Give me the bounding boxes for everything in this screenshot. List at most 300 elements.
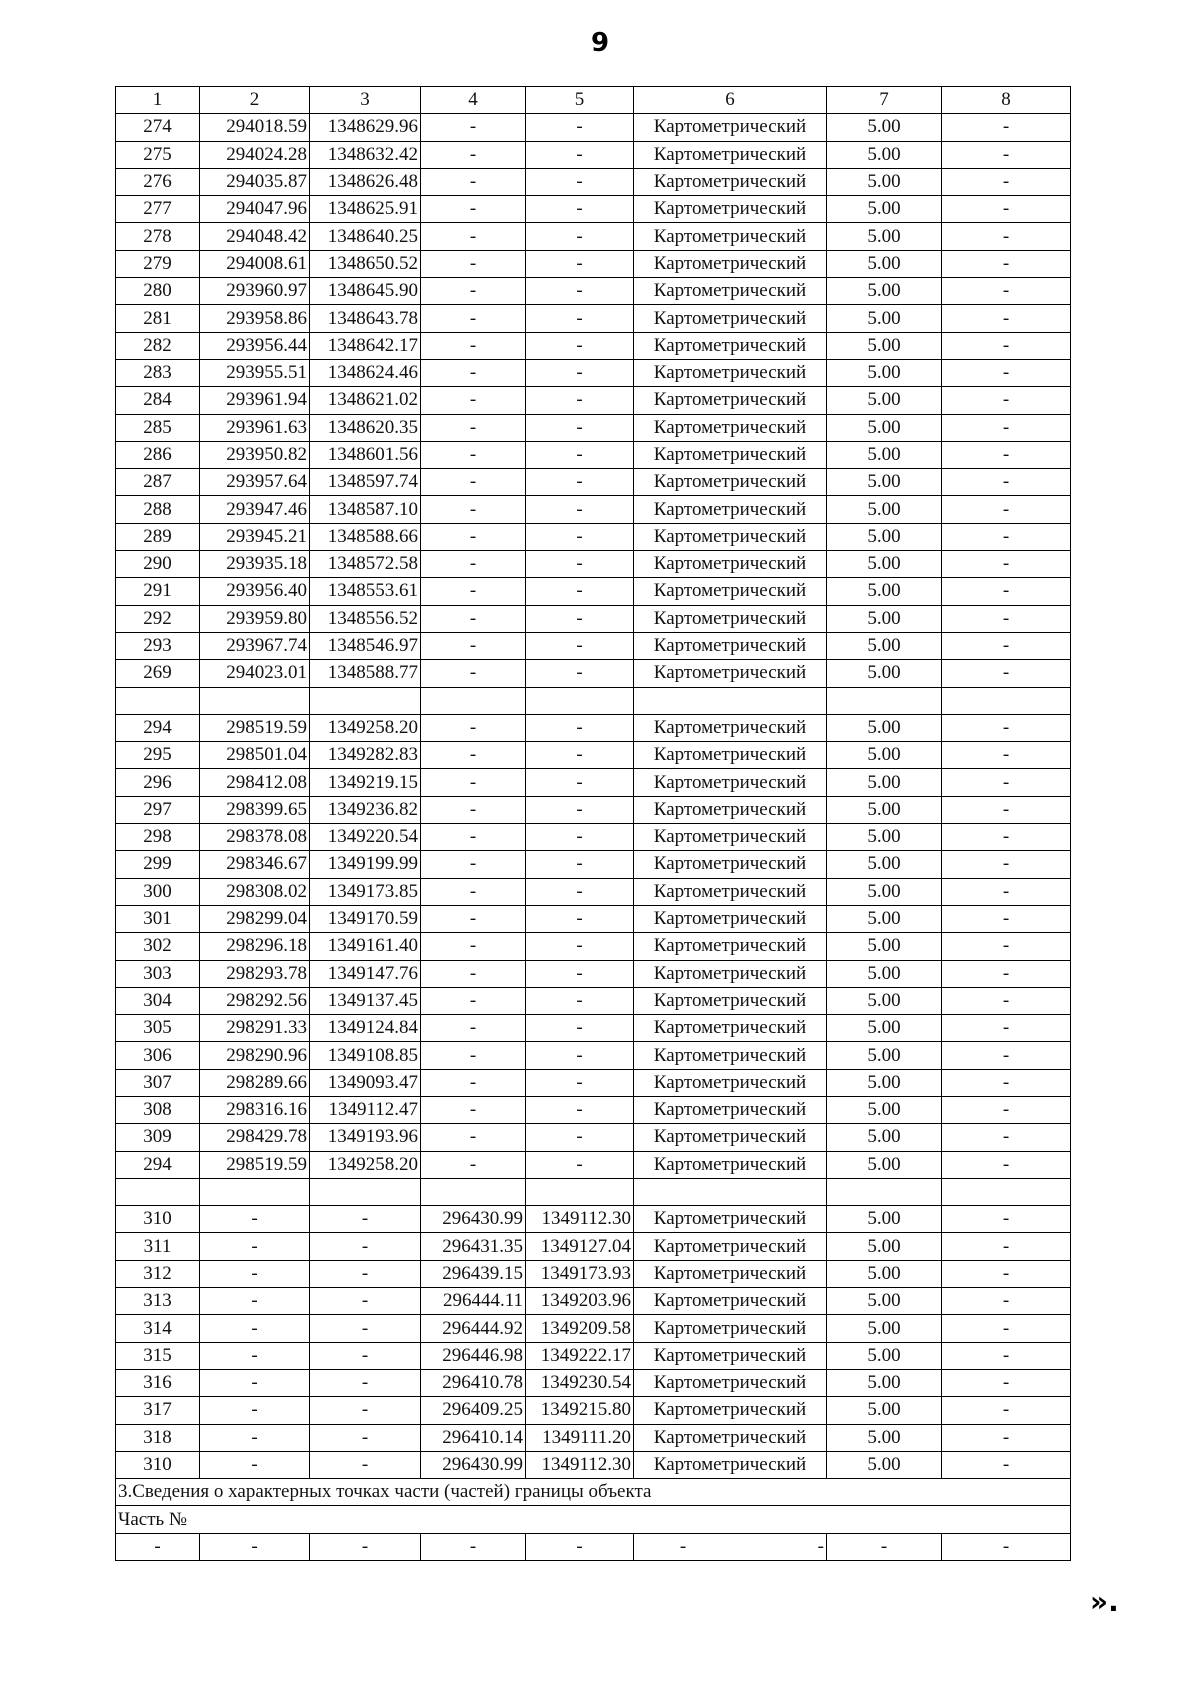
dash-value: - — [817, 1535, 824, 1557]
table-cell: 5.00 — [827, 278, 942, 305]
table-cell: - — [421, 1533, 526, 1560]
table-row — [116, 414, 1071, 441]
table-cell: - — [942, 714, 1071, 741]
table-cell: - — [942, 441, 1071, 468]
table-cell: - — [942, 851, 1071, 878]
table-cell: Картометрический — [634, 1069, 827, 1096]
table-row — [116, 469, 1071, 496]
table-cell: 279 — [116, 250, 200, 277]
table-row — [116, 769, 1071, 796]
table-cell — [310, 687, 421, 714]
table-cell: 278 — [116, 223, 200, 250]
table-cell — [421, 687, 526, 714]
table-cell: 297 — [116, 796, 200, 823]
table-cell: 298308.02 — [200, 878, 310, 905]
table-cell: Картометрический — [634, 878, 827, 905]
table-cell: 300 — [116, 878, 200, 905]
table-cell: 293950.82 — [200, 441, 310, 468]
table-cell: - — [942, 1069, 1071, 1096]
table-cell: 298501.04 — [200, 742, 310, 769]
table-cell: 283 — [116, 359, 200, 386]
table-cell: - — [526, 742, 634, 769]
table-cell: - — [421, 742, 526, 769]
table-cell: 284 — [116, 387, 200, 414]
boundary-points-table — [115, 86, 1071, 1561]
table-cell: 288 — [116, 496, 200, 523]
table-cell: - — [942, 250, 1071, 277]
table-cell: - — [942, 359, 1071, 386]
table-cell: 5.00 — [827, 851, 942, 878]
table-cell: - — [421, 141, 526, 168]
table-cell: 5.00 — [827, 359, 942, 386]
table-cell: - — [942, 1342, 1071, 1369]
table-cell: Картометрический — [634, 742, 827, 769]
table-row — [116, 551, 1071, 578]
table-cell: 276 — [116, 168, 200, 195]
header-row — [116, 87, 1071, 114]
table-cell: - — [942, 168, 1071, 195]
table-cell: - — [421, 469, 526, 496]
table-cell: 1349230.54 — [526, 1369, 634, 1396]
table-cell: 1349199.99 — [310, 851, 421, 878]
table-cell: 1349111.20 — [526, 1424, 634, 1451]
table-cell: 298519.59 — [200, 1151, 310, 1178]
table-cell: - — [526, 496, 634, 523]
table-cell: - — [421, 223, 526, 250]
table-cell: - — [942, 769, 1071, 796]
table-cell: - — [526, 960, 634, 987]
table-cell: 5.00 — [827, 168, 942, 195]
table-cell: - — [421, 796, 526, 823]
table-cell: Картометрический — [634, 441, 827, 468]
table-cell: 5.00 — [827, 1397, 942, 1424]
table-cell: 318 — [116, 1424, 200, 1451]
table-cell: 293957.64 — [200, 469, 310, 496]
table-cell: Картометрический — [634, 359, 827, 386]
table-cell: 298290.96 — [200, 1042, 310, 1069]
table-cell: 307 — [116, 1069, 200, 1096]
table-cell: 1349203.96 — [526, 1288, 634, 1315]
table-cell: 293 — [116, 632, 200, 659]
table-cell: 298299.04 — [200, 905, 310, 932]
table-cell: - — [421, 441, 526, 468]
table-cell: 306 — [116, 1042, 200, 1069]
table-cell: - — [526, 332, 634, 359]
table-cell: - — [942, 278, 1071, 305]
table-row — [116, 796, 1071, 823]
table-row — [116, 196, 1071, 223]
table-cell — [526, 687, 634, 714]
table-cell: 298316.16 — [200, 1096, 310, 1123]
table-cell: 1349258.20 — [310, 714, 421, 741]
table-cell: Картометрический — [634, 223, 827, 250]
dash-value: - — [679, 1535, 687, 1557]
table-cell: - — [942, 1260, 1071, 1287]
table-cell: - — [200, 1206, 310, 1233]
table-cell — [200, 1178, 310, 1205]
table-cell: - — [942, 414, 1071, 441]
table-cell: - — [942, 332, 1071, 359]
table-cell: 280 — [116, 278, 200, 305]
table-cell: 5.00 — [827, 223, 942, 250]
table-row — [116, 1069, 1071, 1096]
table-cell — [634, 1533, 827, 1560]
table-cell: 5.00 — [827, 1124, 942, 1151]
table-cell: 1348645.90 — [310, 278, 421, 305]
table-cell: 298378.08 — [200, 824, 310, 851]
table-row — [116, 987, 1071, 1014]
table-row — [116, 278, 1071, 305]
table-row — [116, 742, 1071, 769]
table-cell: 1349112.30 — [526, 1451, 634, 1478]
table-cell: - — [421, 1151, 526, 1178]
table-row — [116, 1315, 1071, 1342]
table-cell: - — [942, 905, 1071, 932]
table-cell: Картометрический — [634, 469, 827, 496]
table-cell: - — [200, 1369, 310, 1396]
header-cell: 7 — [827, 87, 942, 114]
table-cell: - — [421, 523, 526, 550]
table-cell: 5.00 — [827, 578, 942, 605]
table-cell: 1349093.47 — [310, 1069, 421, 1096]
table-cell: 1348587.10 — [310, 496, 421, 523]
table-cell: - — [421, 114, 526, 141]
table-cell: 294047.96 — [200, 196, 310, 223]
table-cell: 310 — [116, 1206, 200, 1233]
table-cell: 5.00 — [827, 523, 942, 550]
table-cell: 298399.65 — [200, 796, 310, 823]
table-cell: Картометрический — [634, 332, 827, 359]
table-cell: - — [827, 1533, 942, 1560]
table-cell: Картометрический — [634, 1451, 827, 1478]
table-cell: 1349222.17 — [526, 1342, 634, 1369]
table-cell: - — [310, 1315, 421, 1342]
table-cell: Картометрический — [634, 851, 827, 878]
table-row — [116, 960, 1071, 987]
table-cell: 5.00 — [827, 1015, 942, 1042]
table-cell: 1349161.40 — [310, 933, 421, 960]
table-cell: - — [942, 933, 1071, 960]
table-cell: - — [942, 1096, 1071, 1123]
table-cell: 1348625.91 — [310, 196, 421, 223]
table-cell: 286 — [116, 441, 200, 468]
table-cell: 282 — [116, 332, 200, 359]
table-cell: - — [421, 1096, 526, 1123]
table-cell: 294008.61 — [200, 250, 310, 277]
table-cell: - — [526, 1069, 634, 1096]
table-cell: - — [421, 769, 526, 796]
table-row — [116, 1260, 1071, 1287]
table-cell: - — [310, 1233, 421, 1260]
table-cell: - — [421, 551, 526, 578]
table-cell: 5.00 — [827, 905, 942, 932]
table-cell: - — [310, 1342, 421, 1369]
table-cell: 5.00 — [827, 469, 942, 496]
table-cell: - — [421, 414, 526, 441]
table-cell: - — [421, 632, 526, 659]
table-cell: 1349193.96 — [310, 1124, 421, 1151]
table-cell: Картометрический — [634, 1233, 827, 1260]
table-cell: - — [942, 632, 1071, 659]
header-cell: 5 — [526, 87, 634, 114]
table-cell: 5.00 — [827, 878, 942, 905]
table-cell: Картометрический — [634, 605, 827, 632]
table-cell: 293945.21 — [200, 523, 310, 550]
table-cell: - — [526, 359, 634, 386]
table-cell: 316 — [116, 1369, 200, 1396]
table-cell: 293961.94 — [200, 387, 310, 414]
table-cell — [421, 1178, 526, 1205]
table-cell: Картометрический — [634, 824, 827, 851]
table-cell: - — [526, 1124, 634, 1151]
table-cell: - — [200, 1288, 310, 1315]
table-cell: 1348546.97 — [310, 632, 421, 659]
table-cell: - — [526, 278, 634, 305]
table-cell: 296410.78 — [421, 1369, 526, 1396]
table-cell: Картометрический — [634, 1260, 827, 1287]
table-cell: - — [942, 1124, 1071, 1151]
table-cell: 1348601.56 — [310, 441, 421, 468]
table-cell: 5.00 — [827, 960, 942, 987]
table-cell: Картометрический — [634, 1315, 827, 1342]
table-cell: 5.00 — [827, 414, 942, 441]
table-cell: Картометрический — [634, 114, 827, 141]
table-cell: Картометрический — [634, 1151, 827, 1178]
table-cell: 293958.86 — [200, 305, 310, 332]
table-cell: Картометрический — [634, 496, 827, 523]
table-cell: 292 — [116, 605, 200, 632]
table-cell: - — [526, 196, 634, 223]
table-row — [116, 305, 1071, 332]
table-cell: - — [526, 168, 634, 195]
table-cell: 296410.14 — [421, 1424, 526, 1451]
table-cell: 1349137.45 — [310, 987, 421, 1014]
table-cell: 295 — [116, 742, 200, 769]
table-cell: Картометрический — [634, 960, 827, 987]
table-row — [116, 1042, 1071, 1069]
table-cell: 5.00 — [827, 742, 942, 769]
table-row — [116, 578, 1071, 605]
header-cell: 2 — [200, 87, 310, 114]
table-cell: 5.00 — [827, 1069, 942, 1096]
table-cell: 298412.08 — [200, 769, 310, 796]
table-cell: - — [116, 1533, 200, 1560]
table-cell: - — [421, 578, 526, 605]
table-cell: - — [421, 714, 526, 741]
table-row — [116, 632, 1071, 659]
table-cell: 294023.01 — [200, 660, 310, 687]
part-label-row — [116, 1506, 1071, 1533]
table-cell: - — [200, 1315, 310, 1342]
table-cell: 314 — [116, 1315, 200, 1342]
table-cell: - — [310, 1288, 421, 1315]
table-cell: 5.00 — [827, 196, 942, 223]
table-cell: Картометрический — [634, 796, 827, 823]
table-cell: Картометрический — [634, 1424, 827, 1451]
table-cell: - — [942, 223, 1071, 250]
table-cell: - — [942, 824, 1071, 851]
table-cell: 298429.78 — [200, 1124, 310, 1151]
table-cell: - — [421, 960, 526, 987]
table-cell: 303 — [116, 960, 200, 987]
table-cell: 304 — [116, 987, 200, 1014]
table-cell: - — [942, 1151, 1071, 1178]
table-cell: 293956.44 — [200, 332, 310, 359]
table-cell: - — [526, 851, 634, 878]
table-cell: - — [310, 1206, 421, 1233]
table-row — [116, 1424, 1071, 1451]
table-cell: 312 — [116, 1260, 200, 1287]
table-cell: Картометрический — [634, 1342, 827, 1369]
table-cell: - — [526, 632, 634, 659]
table-cell: 5.00 — [827, 1206, 942, 1233]
table-cell: 298519.59 — [200, 714, 310, 741]
table-cell: 301 — [116, 905, 200, 932]
table-row — [116, 359, 1071, 386]
table-cell: Картометрический — [634, 141, 827, 168]
table-cell: 1349108.85 — [310, 1042, 421, 1069]
table-cell: - — [421, 1042, 526, 1069]
table-cell: - — [526, 305, 634, 332]
table-cell: 5.00 — [827, 250, 942, 277]
table-cell: 310 — [116, 1451, 200, 1478]
table-cell: 294035.87 — [200, 168, 310, 195]
table-cell: 1349124.84 — [310, 1015, 421, 1042]
table-cell: 1348588.77 — [310, 660, 421, 687]
table-cell: 1349170.59 — [310, 905, 421, 932]
table-cell: - — [421, 605, 526, 632]
table-cell: 293935.18 — [200, 551, 310, 578]
table-cell: Картометрический — [634, 1124, 827, 1151]
table-cell: 293955.51 — [200, 359, 310, 386]
table-cell: Картометрический — [634, 196, 827, 223]
table-cell: 1349236.82 — [310, 796, 421, 823]
table-cell: Картометрический — [634, 933, 827, 960]
table-cell: 296444.92 — [421, 1315, 526, 1342]
table-cell: 5.00 — [827, 824, 942, 851]
table-cell: 1349112.47 — [310, 1096, 421, 1123]
table-cell: - — [421, 1124, 526, 1151]
table-cell: 294018.59 — [200, 114, 310, 141]
table-cell: - — [942, 551, 1071, 578]
table-row — [116, 141, 1071, 168]
table-cell: 1349112.30 — [526, 1206, 634, 1233]
table-cell: - — [421, 387, 526, 414]
table-cell: Картометрический — [634, 168, 827, 195]
section-title-row — [116, 1479, 1071, 1506]
table-cell: - — [421, 878, 526, 905]
table-cell: 299 — [116, 851, 200, 878]
table-cell: 293959.80 — [200, 605, 310, 632]
table-row — [116, 1288, 1071, 1315]
table-row — [116, 1124, 1071, 1151]
table-cell: 5.00 — [827, 332, 942, 359]
table-cell: 5.00 — [827, 769, 942, 796]
table-cell: 5.00 — [827, 1096, 942, 1123]
table-cell: Картометрический — [634, 987, 827, 1014]
table-cell: - — [526, 414, 634, 441]
table-cell: - — [310, 1533, 421, 1560]
table-cell: - — [526, 469, 634, 496]
table-cell: - — [526, 250, 634, 277]
table-cell: Картометрический — [634, 1369, 827, 1396]
table-cell: 5.00 — [827, 1451, 942, 1478]
table-cell: 298296.18 — [200, 933, 310, 960]
table-cell: - — [526, 1151, 634, 1178]
table-cell: - — [421, 332, 526, 359]
table-cell: - — [421, 359, 526, 386]
table-row — [116, 332, 1071, 359]
table-cell: - — [200, 1533, 310, 1560]
table-cell: 311 — [116, 1233, 200, 1260]
table-cell: 1348621.02 — [310, 387, 421, 414]
table-cell: 5.00 — [827, 1424, 942, 1451]
table-cell: - — [526, 223, 634, 250]
table-cell: - — [942, 387, 1071, 414]
table-row — [116, 496, 1071, 523]
table-cell: - — [200, 1424, 310, 1451]
table-cell: - — [526, 714, 634, 741]
table-cell: - — [942, 878, 1071, 905]
table-cell: 1348629.96 — [310, 114, 421, 141]
table-row — [116, 714, 1071, 741]
table-row — [116, 605, 1071, 632]
table-cell: - — [942, 1206, 1071, 1233]
table-cell: 293967.74 — [200, 632, 310, 659]
table-row — [116, 1342, 1071, 1369]
table-cell: 298293.78 — [200, 960, 310, 987]
table-row — [116, 851, 1071, 878]
table-cell: 5.00 — [827, 551, 942, 578]
table-cell: 5.00 — [827, 660, 942, 687]
table-cell: 1348553.61 — [310, 578, 421, 605]
table-cell: - — [942, 1315, 1071, 1342]
table-cell: - — [200, 1451, 310, 1478]
table-cell: 5.00 — [827, 1288, 942, 1315]
table-cell: - — [421, 305, 526, 332]
table-cell: 5.00 — [827, 441, 942, 468]
table-cell: - — [526, 441, 634, 468]
table-cell: - — [942, 660, 1071, 687]
table-cell: - — [942, 1233, 1071, 1260]
table-cell: 1349215.80 — [526, 1397, 634, 1424]
table-cell: - — [421, 933, 526, 960]
table-row — [116, 387, 1071, 414]
table-cell: 289 — [116, 523, 200, 550]
table-cell: - — [942, 114, 1071, 141]
table-cell: 269 — [116, 660, 200, 687]
table-cell: 5.00 — [827, 714, 942, 741]
table-row — [116, 905, 1071, 932]
table-cell: - — [421, 987, 526, 1014]
table-cell: 291 — [116, 578, 200, 605]
header-cell: 8 — [942, 87, 1071, 114]
table-cell: Картометрический — [634, 523, 827, 550]
page-number: 9 — [590, 28, 610, 58]
table-cell: 298289.66 — [200, 1069, 310, 1096]
table-cell: 293956.40 — [200, 578, 310, 605]
table-cell: 1349282.83 — [310, 742, 421, 769]
table-cell: 5.00 — [827, 1342, 942, 1369]
table-cell: - — [526, 578, 634, 605]
table-cell: 296 — [116, 769, 200, 796]
table-cell: 290 — [116, 551, 200, 578]
table-cell: - — [200, 1342, 310, 1369]
table-cell: - — [421, 1069, 526, 1096]
table-cell: 296430.99 — [421, 1206, 526, 1233]
table-cell: - — [942, 1533, 1071, 1560]
table-cell: - — [421, 196, 526, 223]
